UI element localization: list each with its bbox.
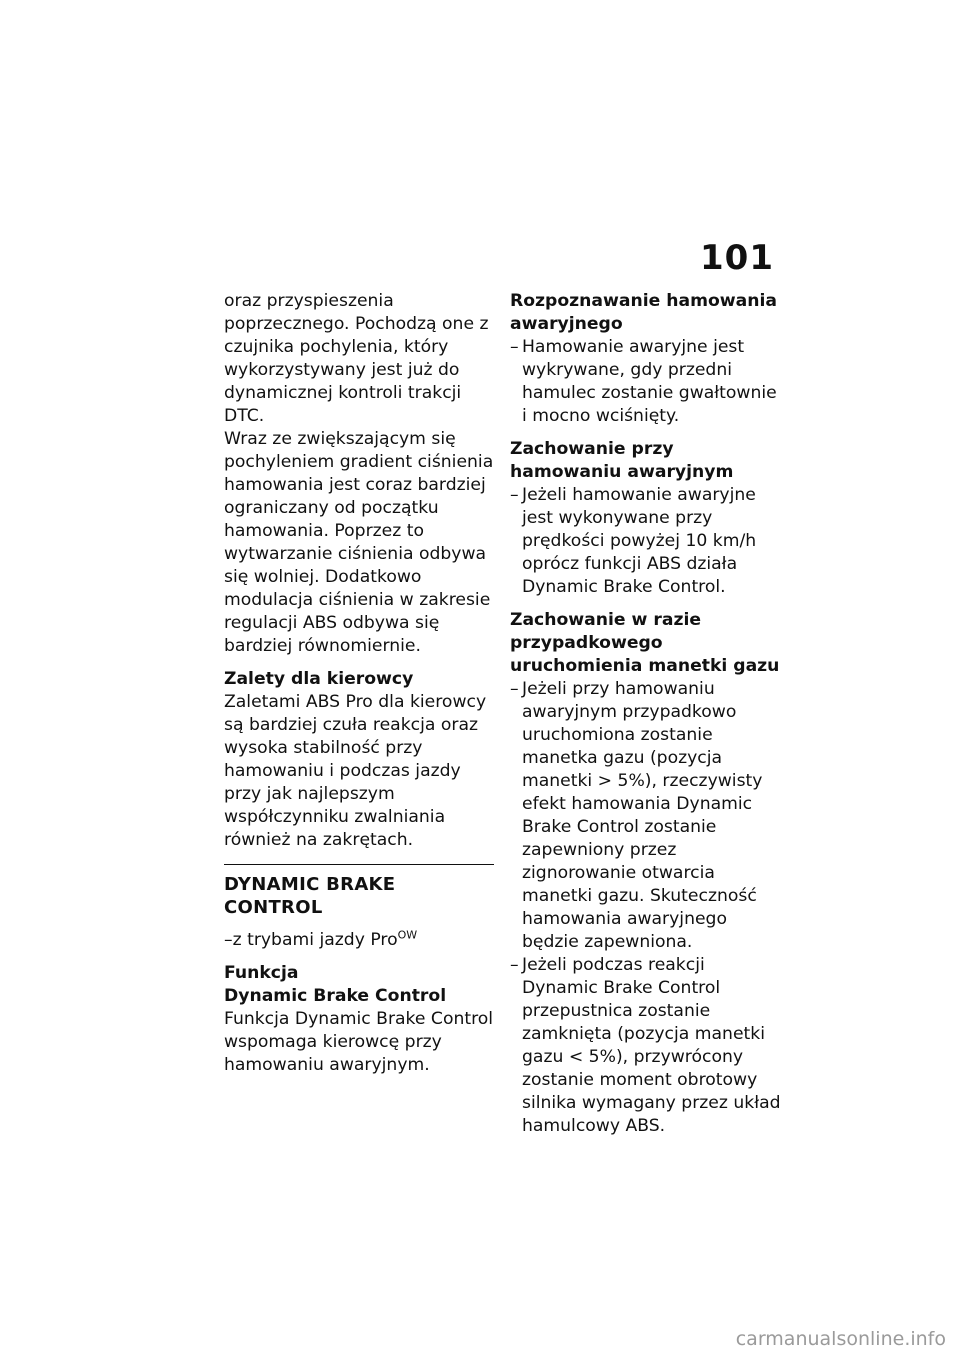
section-title: DYNAMIC BRAKE CONTROL [224, 864, 494, 919]
paragraph-advantages: Zaletami ABS Pro dla kierowcy są bardziej czuła reakcja oraz wysoka stabilność przy hamowaniu i podczas jazdy przy jak najlepszym współczynniku zwalniania również na zakrętach. [224, 692, 487, 850]
riding-modes-superscript: OW [397, 928, 418, 942]
watermark: carmanualsonline.info [735, 1328, 946, 1350]
list-behavior [510, 484, 782, 599]
heading-function: Funkcja [224, 963, 299, 983]
riding-modes-note [224, 929, 494, 952]
page-number: 101 [700, 238, 774, 278]
left-column [224, 290, 494, 1077]
list-item: – Jeżeli hamowanie awaryjne jest wykonywane przy prędkości powyżej 10 km/h oprócz funkcji ABS działa Dynamic Brake Control. [510, 484, 782, 599]
heading-throttle: Zachowanie w razie przypadkowego uruchomienia manetki gazu [510, 610, 780, 676]
heading-recognition: Rozpoznawanie hamowania awaryjnego [510, 291, 777, 334]
list-item: – Jeżeli przy hamowaniu awaryjnym przypadkowo uruchomiona zostanie manetka gazu (pozycja manetki > 5%), rzeczywisty efekt hamowania Dynamic Brake Control zostanie zapewniony przez zignorowanie otwarcia manetki gazu. Skuteczność hamowania awaryjnego będzie zapewniona. [510, 678, 782, 954]
list-item: – Hamowanie awaryjne jest wykrywane, gdy przedni hamulec zostanie gwałtownie i mocno wciśnięty. [510, 336, 782, 428]
heading-advantages: Zalety dla kierowcy [224, 669, 414, 689]
right-column [510, 290, 782, 1138]
heading-function-name: Dynamic Brake Control [224, 986, 447, 1006]
heading-behavior: Zachowanie przy hamowaniu awaryjnym [510, 439, 734, 482]
list-throttle [510, 678, 782, 1138]
riding-modes-text: –z trybami jazdy Pro [224, 930, 398, 950]
paragraph-function: Funkcja Dynamic Brake Control wspomaga kierowcę przy hamowaniu awaryjnym. [224, 1009, 494, 1075]
paragraph-lean-sensor: oraz przyspieszenia poprzecznego. Pochodzą one z czujnika pochylenia, który wykorzystywany jest już do dynamicznej kontroli trakcji DTC. [224, 291, 489, 426]
list-item: – Jeżeli podczas reakcji Dynamic Brake Control przepustnica zostanie zamknięta (pozycja manetki gazu < 5%), przywrócony zostanie moment obrotowy silnika wymagany przez układ hamulcowy ABS. [510, 954, 782, 1138]
list-recognition [510, 336, 782, 428]
paragraph-brake-gradient: Wraz ze zwiększającym się pochyleniem gradient ciśnienia hamowania jest coraz bardziej ograniczany od początku hamowania. Poprzez to wytwarzanie ciśnienia odbywa się wolniej. Dodatkowo modulacja ciśnienia w zakresie regulacji ABS odbywa się bardziej równomiernie. [224, 429, 494, 656]
